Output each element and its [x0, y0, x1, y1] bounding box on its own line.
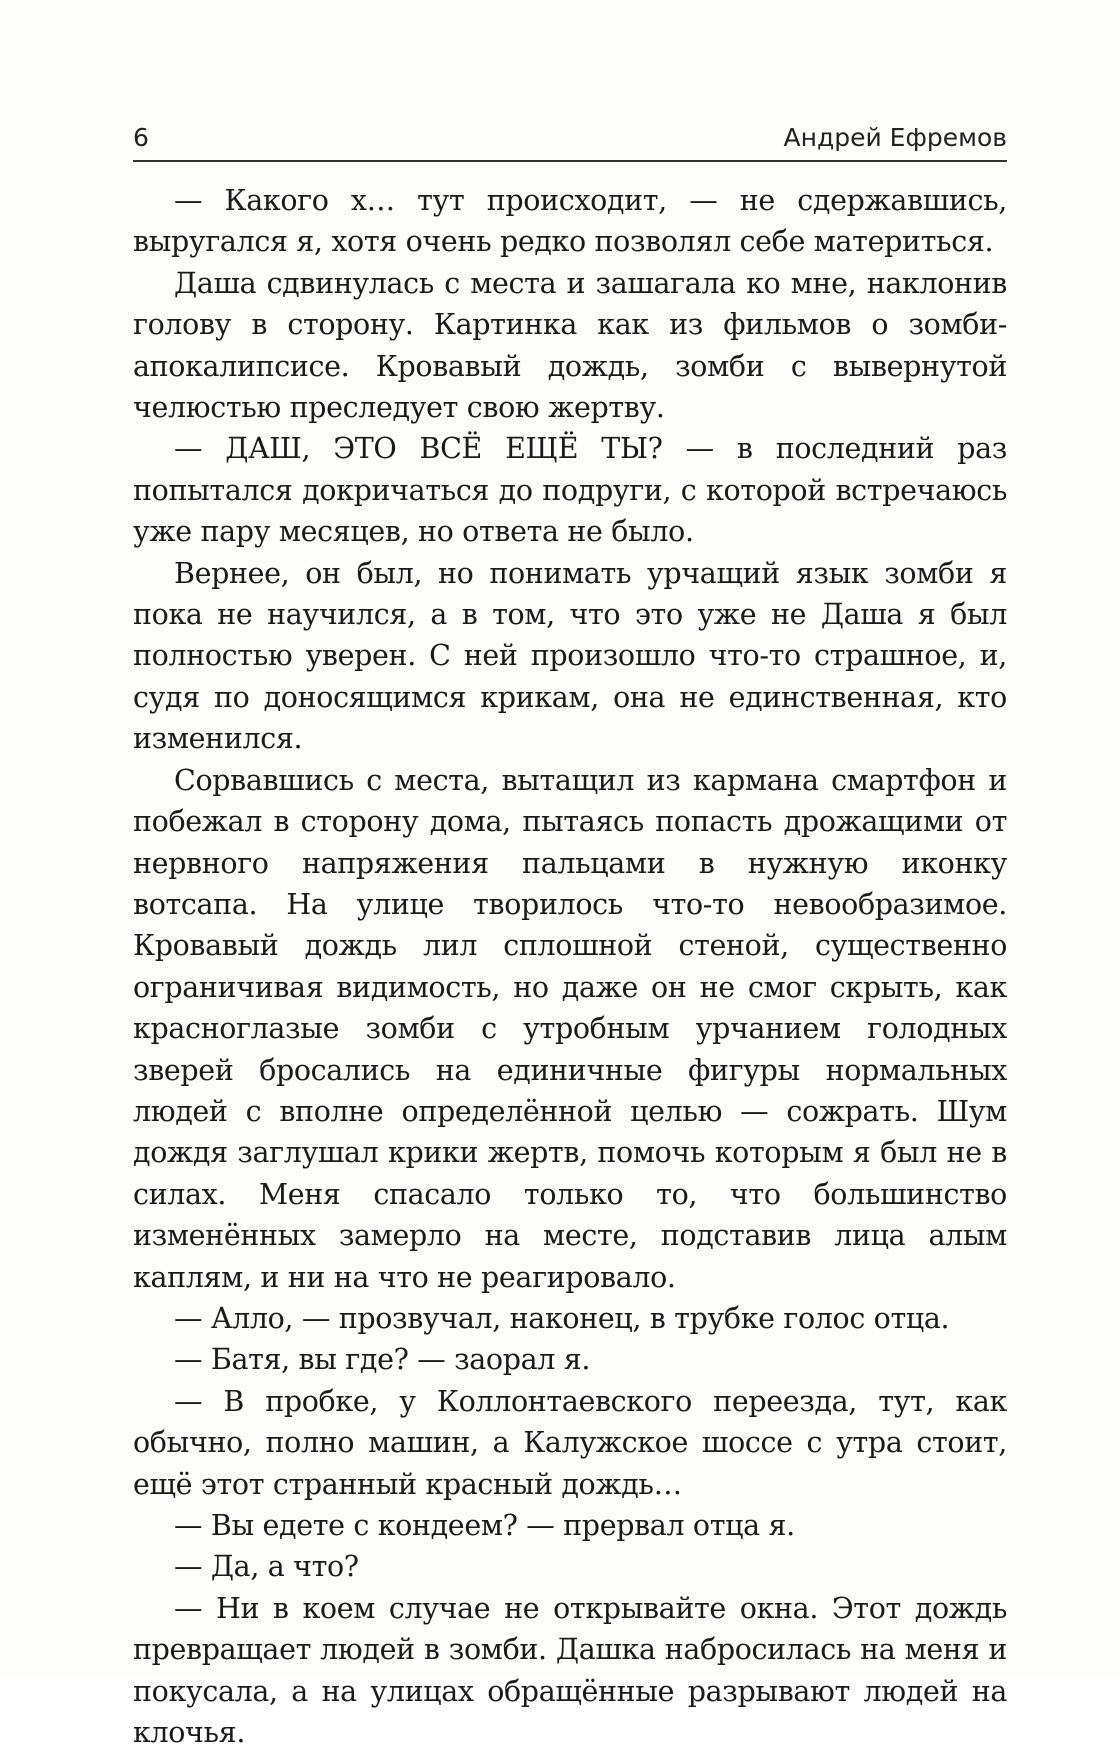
- page-number: 6: [133, 123, 149, 152]
- running-head-author: Андрей Ефремов: [783, 123, 1007, 152]
- paragraph: Вернее, он был, но понимать урчащий язык зомби я пока не научился, а в том, что это уже не Даша я был полностью уверен. С ней произошло что-то страшное, и, судя по доносящимся крикам, она не единственная, кто изменился.: [133, 556, 1007, 756]
- paragraph: — Да, а что?: [174, 1550, 359, 1584]
- paragraph: — В пробке, у Коллонтаевского переезда, тут, как обычно, полно машин, а Калужское шоссе с утра стоит, ещё этот странный красный дождь…: [133, 1384, 1007, 1501]
- paragraph: — Алло, — прозвучал, наконец, в трубке голос отца.: [174, 1301, 950, 1335]
- header-rule: [133, 160, 1007, 162]
- paragraph: — Ни в коем случае не открывайте окна. Этот дождь превращает людей в зомби. Дашка набросилась на меня и покусала, а на улицах обращённые разрывают людей на клочья.: [133, 1591, 1007, 1750]
- paragraph: Даша сдвинулась с места и зашагала ко мне, наклонив голову в сторону. Картинка как из фильмов о зомби-апокалипсисе. Кровавый дождь, зомби с вывернутой челюстью преследует свою жертву.: [133, 266, 1007, 425]
- running-head: [133, 118, 1007, 158]
- paragraph: Сорвавшись с места, вытащил из кармана смартфон и побежал в сторону дома, пытаясь попасть дрожащими от нервного напряжения пальцами в нужную иконку вотсапа. На улице творилось что-то невообразимое. Кровавый дождь лил сплошной стеной, существенно ограничивая видимость, но даже он не смог скрыть, как красноглазые зомби с утробным урчанием голодных зверей бросались на единичные фигуры нормальных людей с вполне определённой целью — сожрать. Шум дождя заглушал крики жертв, помочь которым я был не в силах. Меня спасало только то, что большинство изменённых замерло на месте, подставив лица алым каплям, и ни на что не реагировало.: [133, 763, 1007, 1294]
- paragraph: — Какого х… тут происходит, — не сдержавшись, выругался я, хотя очень редко позволял себе материться.: [133, 184, 1007, 259]
- paragraph: — ДАШ, ЭТО ВСЁ ЕЩЁ ТЫ? — в последний раз попытался докричаться до подруги, с которой встречаюсь уже пару месяцев, но ответа не было.: [133, 432, 1007, 549]
- paragraph: — Батя, вы где? — заорал я.: [174, 1343, 591, 1377]
- body-text: [133, 180, 1007, 1753]
- paragraph: — Вы едете с кондеем? — прервал отца я.: [174, 1509, 795, 1542]
